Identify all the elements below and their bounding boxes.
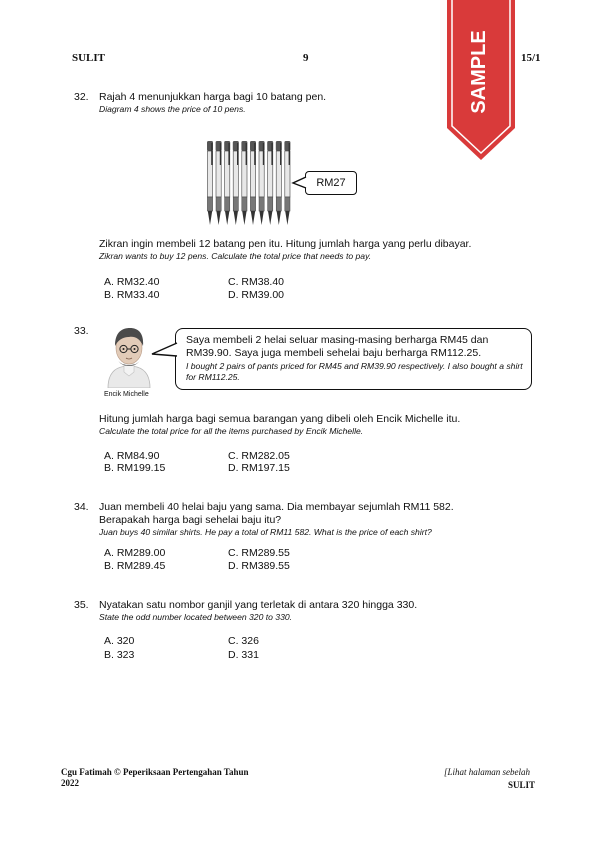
character-name: Encik Michelle bbox=[104, 391, 149, 398]
character-avatar bbox=[104, 322, 154, 388]
q32-question-ms: Zikran ingin membeli 12 batang pen itu. Hitung jumlah harga yang perlu dibayar. bbox=[99, 238, 472, 250]
q35-text-ms: Nyatakan satu nombor ganjil yang terletak di antara 320 hingga 330. bbox=[99, 599, 418, 611]
q35-option-a[interactable]: A. 320 bbox=[104, 635, 135, 647]
price-tag-label: RM27 bbox=[316, 177, 346, 189]
q32-option-c[interactable]: C. RM38.40 bbox=[228, 276, 285, 288]
pen-icon bbox=[207, 141, 213, 225]
speech-bubble-tail bbox=[150, 340, 178, 362]
q33-question-en: Calculate the total price for all the items purchased by Encik Michelle. bbox=[99, 426, 364, 436]
q32-option-d[interactable]: D. RM39.00 bbox=[228, 289, 285, 301]
q34-text-ms-2: Berapakah harga bagi sehelai baju itu? bbox=[99, 514, 282, 526]
q34-text-en: Juan buys 40 similar shirts. He pay a total of RM11 582. What is the price of each shirt? bbox=[99, 527, 432, 537]
q34-option-c[interactable]: C. RM289.55 bbox=[228, 547, 290, 559]
pen-icon bbox=[276, 141, 282, 225]
q34-option-b[interactable]: B. RM289.45 bbox=[104, 560, 166, 572]
footer-left-line2: 2022 bbox=[61, 778, 79, 788]
q33-option-a[interactable]: A. RM84.90 bbox=[104, 450, 160, 462]
price-tag bbox=[305, 171, 357, 195]
q33-number: 33. bbox=[74, 325, 89, 337]
speech-bubble bbox=[175, 328, 532, 390]
pen-icon bbox=[250, 141, 256, 225]
q34-option-d[interactable]: D. RM389.55 bbox=[228, 560, 290, 572]
pens-diagram bbox=[204, 139, 296, 229]
q32-text-en: Diagram 4 shows the price of 10 pens. bbox=[99, 104, 246, 114]
header-sulit: SULIT bbox=[72, 52, 106, 64]
q32-option-a[interactable]: A. RM32.40 bbox=[104, 276, 160, 288]
q34-text-ms-1: Juan membeli 40 helai baju yang sama. Dia membayar sejumlah RM11 582. bbox=[99, 501, 454, 513]
pen-icon bbox=[284, 141, 290, 225]
speech-text-en: I bought 2 pairs of pants priced for RM45 and RM39.90 respectively. I also bought a shirt for RM112.25. bbox=[186, 361, 523, 382]
footer-next-page: [Lihat halaman sebelah bbox=[444, 767, 531, 777]
q34-option-a[interactable]: A. RM289.00 bbox=[104, 547, 166, 559]
speech-text-ms: Saya membeli 2 helai seluar masing-masing berharga RM45 dan RM39.90. Saya juga membeli sehelai baju berharga RM112.25. bbox=[186, 334, 489, 359]
sample-ribbon-watermark bbox=[447, 0, 515, 160]
q35-option-d[interactable]: D. 331 bbox=[228, 649, 259, 661]
pen-icon bbox=[259, 141, 265, 225]
q35-option-b[interactable]: B. 323 bbox=[104, 649, 135, 661]
q35-option-c[interactable]: C. 326 bbox=[228, 635, 259, 647]
q32-number: 32. bbox=[74, 91, 89, 103]
q33-question-ms: Hitung jumlah harga bagi semua barangan yang dibeli oleh Encik Michelle itu. bbox=[99, 413, 461, 425]
pen-icon bbox=[241, 141, 247, 225]
price-tag-pointer bbox=[291, 175, 307, 191]
pen-icon bbox=[216, 141, 222, 225]
q33-option-b[interactable]: B. RM199.15 bbox=[104, 462, 166, 474]
q32-option-b[interactable]: B. RM33.40 bbox=[104, 289, 160, 301]
q34-number: 34. bbox=[74, 501, 89, 513]
q33-option-c[interactable]: C. RM282.05 bbox=[228, 450, 290, 462]
q32-text-ms: Rajah 4 menunjukkan harga bagi 10 batang pen. bbox=[99, 91, 327, 103]
pen-icon bbox=[267, 141, 273, 225]
footer-sulit: SULIT bbox=[508, 780, 536, 790]
q35-text-en: State the odd number located between 320 to 330. bbox=[99, 612, 293, 622]
paper-code: 15/1 bbox=[521, 52, 541, 64]
q35-number: 35. bbox=[74, 599, 89, 611]
q32-question-en: Zikran wants to buy 12 pens. Calculate the total price that needs to pay. bbox=[99, 251, 372, 261]
page-number: 9 bbox=[303, 52, 309, 64]
pen-icon bbox=[224, 141, 230, 225]
sample-watermark-text: SAMPLE bbox=[468, 30, 490, 114]
q33-option-d[interactable]: D. RM197.15 bbox=[228, 462, 290, 474]
pen-icon bbox=[233, 141, 239, 225]
footer-left-line1: Cgu Fatimah © Peperiksaan Pertengahan Tahun bbox=[61, 767, 249, 777]
